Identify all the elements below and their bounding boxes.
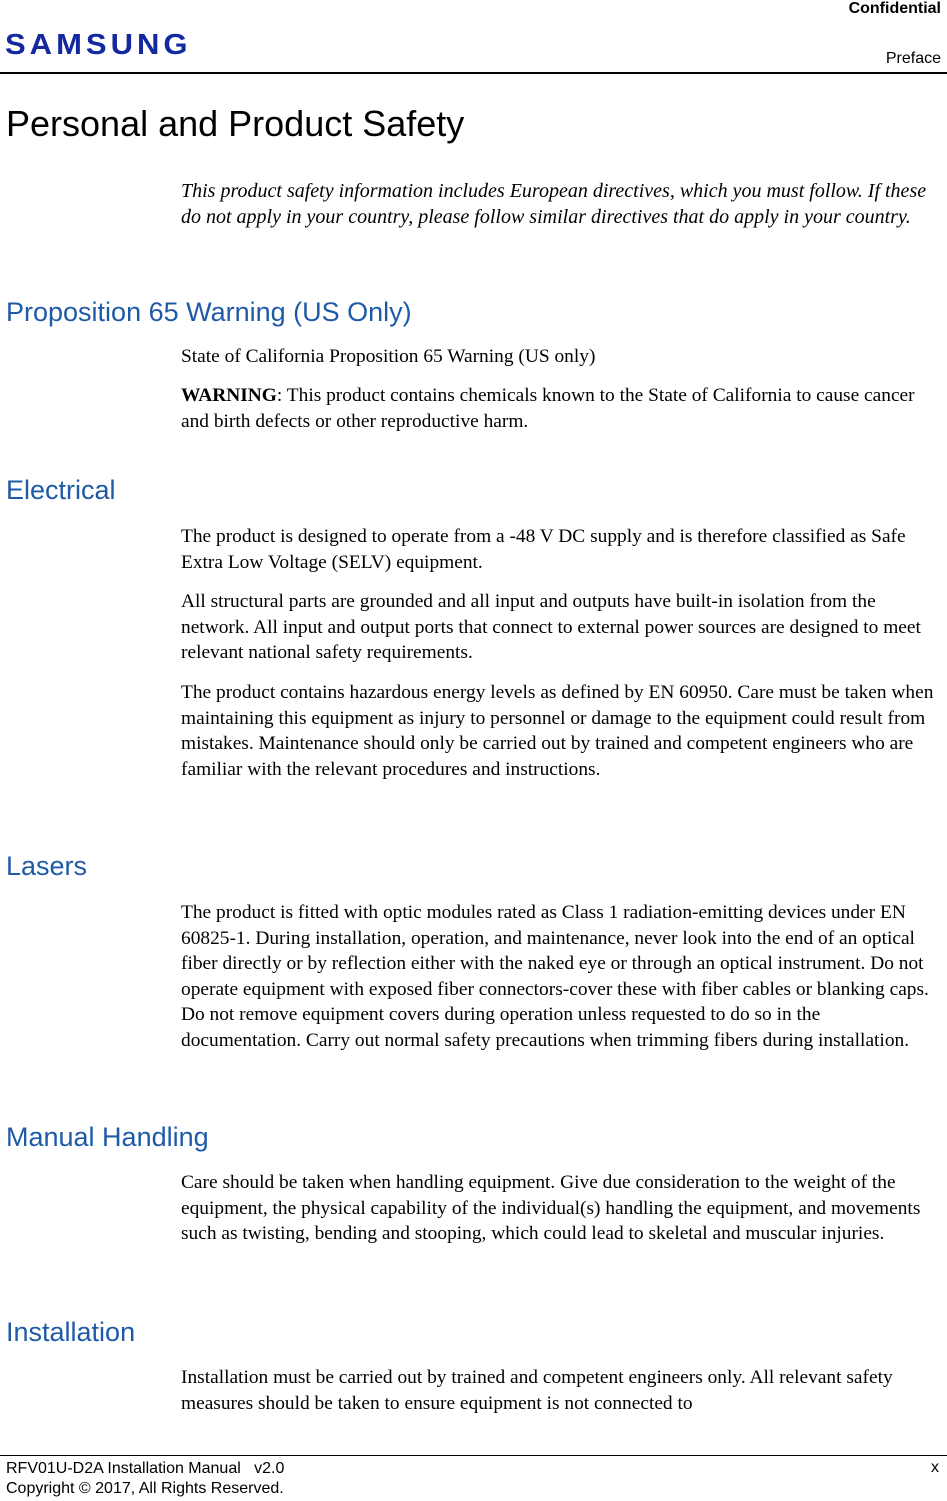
page-title: Personal and Product Safety: [6, 103, 465, 144]
footer-divider: [0, 1455, 947, 1456]
heading-electrical: Electrical: [6, 475, 116, 505]
installation-paragraph-1: Installation must be carried out by trained and competent engineers only. All relevant safety measures should be taken to ensure equipment is not connected to: [181, 1367, 893, 1414]
header-divider: [0, 72, 947, 74]
footer-page-number: x: [931, 1459, 939, 1476]
manual-handling-paragraph-1: Care should be taken when handling equipment. Give due consideration to the weight of the equipment, the physical capability of the individual(s) handling the equipment, and movements such as twisting, bending and stooping, which could lead to skeletal and muscular injuries.: [181, 1172, 921, 1244]
electrical-paragraph-3: The product contains hazardous energy levels as defined by EN 60950. Care must be taken when maintaining this equipment as injury to personnel or damage to the equipment could result from mistakes. Maintenance should only be carried out by trained and competent engineers who are familiar with the relevant procedures and instructions.: [181, 682, 934, 780]
section-label: Preface: [885, 50, 941, 67]
electrical-paragraph-2: All structural parts are grounded and all input and outputs have built-in isolation from the network. All input and output ports that connect to external power sources are designed to meet relevant national safety requirements.: [181, 591, 921, 663]
heading-prop65: Proposition 65 Warning (US Only): [6, 297, 412, 327]
warning-text: : This product contains chemicals known to the State of California to cause cancer and birth defects or other reproductive harm.: [181, 385, 915, 432]
heading-manual-handling: Manual Handling: [6, 1122, 209, 1152]
page-footer: [6, 1459, 284, 1499]
confidential-label: Confidential: [848, 0, 941, 17]
electrical-paragraph-1: The product is designed to operate from a -48 V DC supply and is therefore classified as Safe Extra Low Voltage (SELV) equipment.: [181, 526, 906, 573]
intro-paragraph: This product safety information includes European directives, which you must follow. If these do not apply in your country, please follow similar directives that do apply in your country.: [181, 180, 927, 228]
heading-lasers: Lasers: [6, 851, 88, 881]
heading-installation: Installation: [6, 1317, 136, 1347]
prop65-warning-paragraph: [181, 383, 943, 434]
page-header: [0, 0, 947, 76]
prop65-paragraph-1: State of California Proposition 65 Warning (US only): [181, 346, 596, 367]
warning-label: WARNING: [181, 385, 277, 406]
lasers-paragraph-1: The product is fitted with optic modules rated as Class 1 radiation-emitting devices under EN 60825-1. During installation, operation, and maintenance, never look into the end of an optical fiber directly or by reflection either with the naked eye or through an optical instrument. Do not operate equipment with exposed fiber connectors-cover these with fiber cables or blanking caps. Do not remove equipment covers during operation unless requested to do so in the documentation. Carry out normal safety precautions when trimming fibers during installation.: [181, 902, 929, 1051]
samsung-logo: SAMSUNG: [5, 28, 192, 61]
footer-manual-title: RFV01U-D2A Installation Manual v2.0: [6, 1460, 285, 1477]
footer-copyright: Copyright © 2017, All Rights Reserved.: [6, 1480, 284, 1497]
